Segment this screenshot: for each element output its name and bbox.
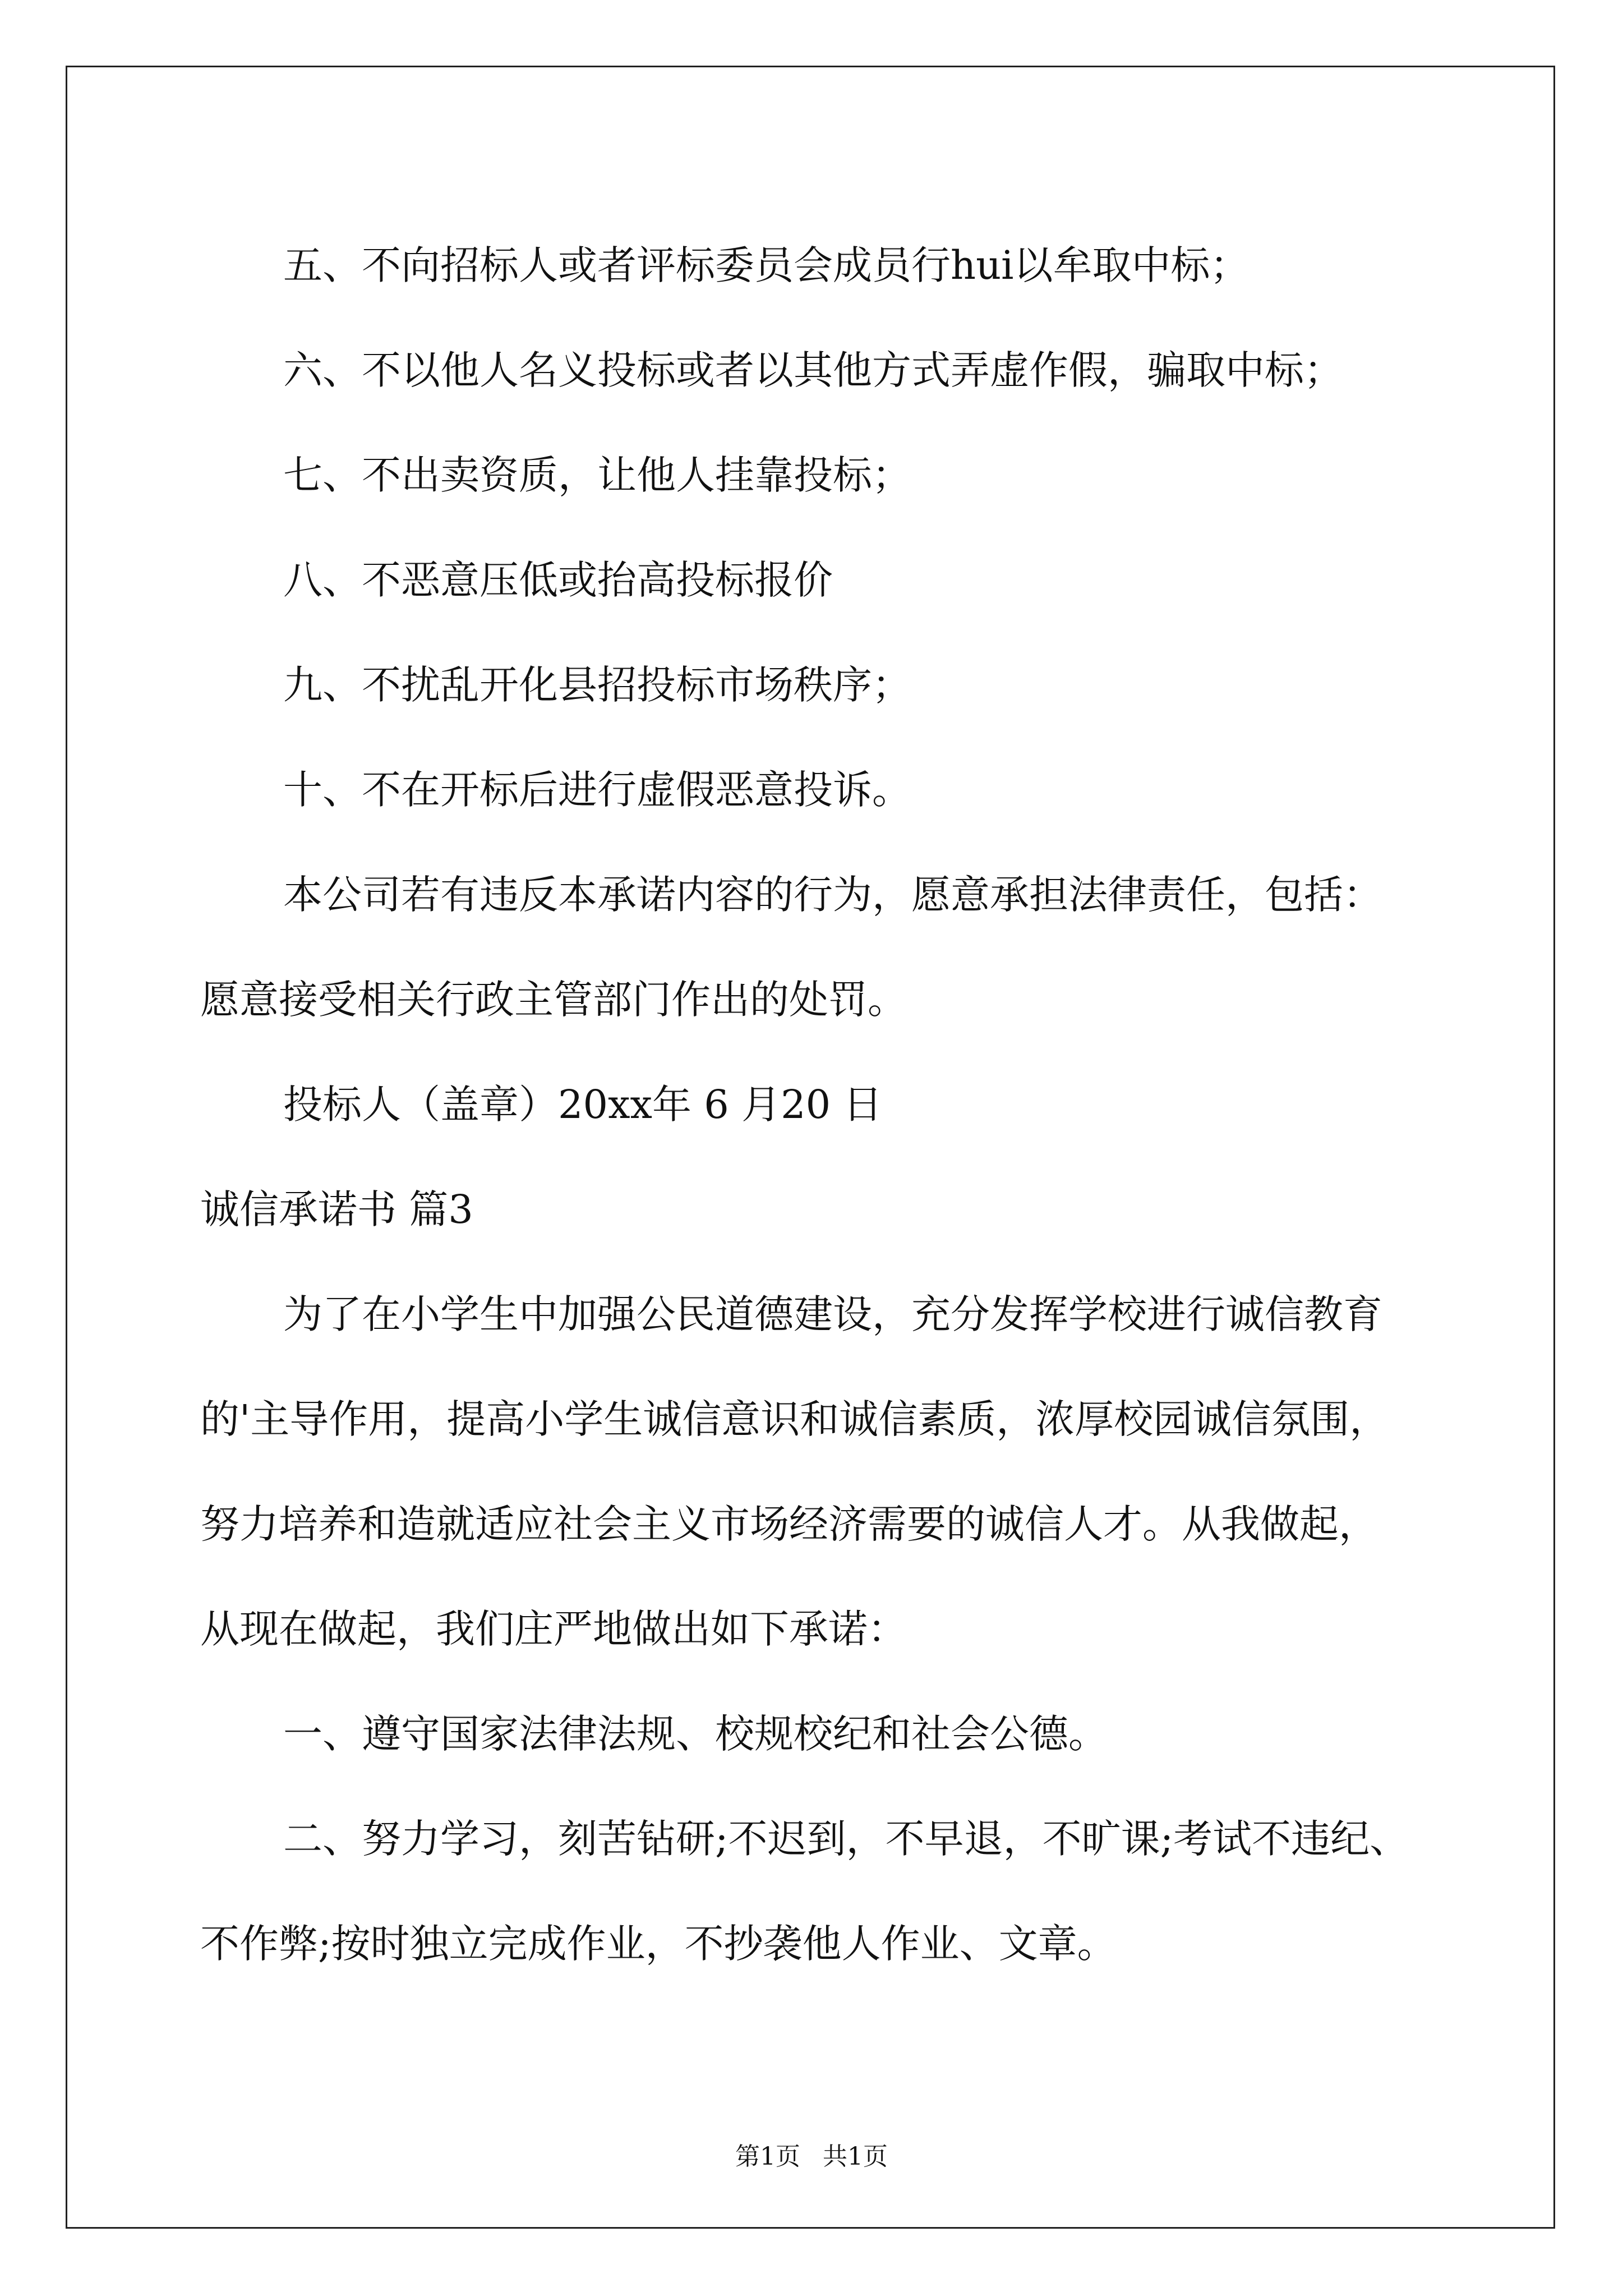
paragraph: 本公司若有违反本承诺内容的行为，愿意承担法律责任，包括： [283, 872, 1382, 918]
paragraph: 努力培养和造就适应社会主义市场经济需要的诚信人才。从我做起， [200, 1501, 1378, 1547]
paragraph: 愿意接受相关行政主管部门作出的处罚。 [200, 977, 907, 1023]
paragraph: 的'主导作用，提高小学生诚信意识和诚信素质，浓厚校园诚信氛围， [200, 1396, 1389, 1442]
paragraph: 为了在小学生中加强公民道德建设，充分发挥学校进行诚信教育 [283, 1291, 1382, 1337]
paragraph: 一、遵守国家法律法规、校规校纪和社会公德。 [283, 1711, 1108, 1757]
paragraph: 五、不向招标人或者评标委员会成员行hui以牟取中标； [283, 242, 1249, 288]
paragraph: 六、不以他人名义投标或者以其他方式弄虚作假，骗取中标； [283, 347, 1343, 393]
paragraph: 不作弊;按时独立完成作业，不抄袭他人作业、文章。 [200, 1921, 1117, 1967]
page-number: 第1页 [735, 2142, 800, 2171]
page-footer [0, 2136, 1623, 2172]
paragraph: 七、不出卖资质，让他人挂靠投标； [283, 452, 911, 498]
page-total: 共1页 [823, 2142, 888, 2171]
paragraph: 八、不恶意压低或抬高投标报价 [283, 557, 833, 603]
paragraph: 十、不在开标后进行虚假恶意投诉。 [283, 767, 911, 813]
paragraph: 二、努力学习，刻苦钻研;不迟到，不早退，不旷课;考试不违纪、 [283, 1816, 1409, 1862]
section-heading: 诚信承诺书 篇3 [200, 1186, 473, 1232]
document-body [200, 213, 1456, 1996]
paragraph: 从现在做起，我们庄严地做出如下承诺： [200, 1606, 907, 1652]
paragraph: 九、不扰乱开化县招投标市场秩序； [283, 662, 911, 708]
signature-line: 投标人（盖章）20xx年 6 月20 日 [283, 1082, 883, 1128]
